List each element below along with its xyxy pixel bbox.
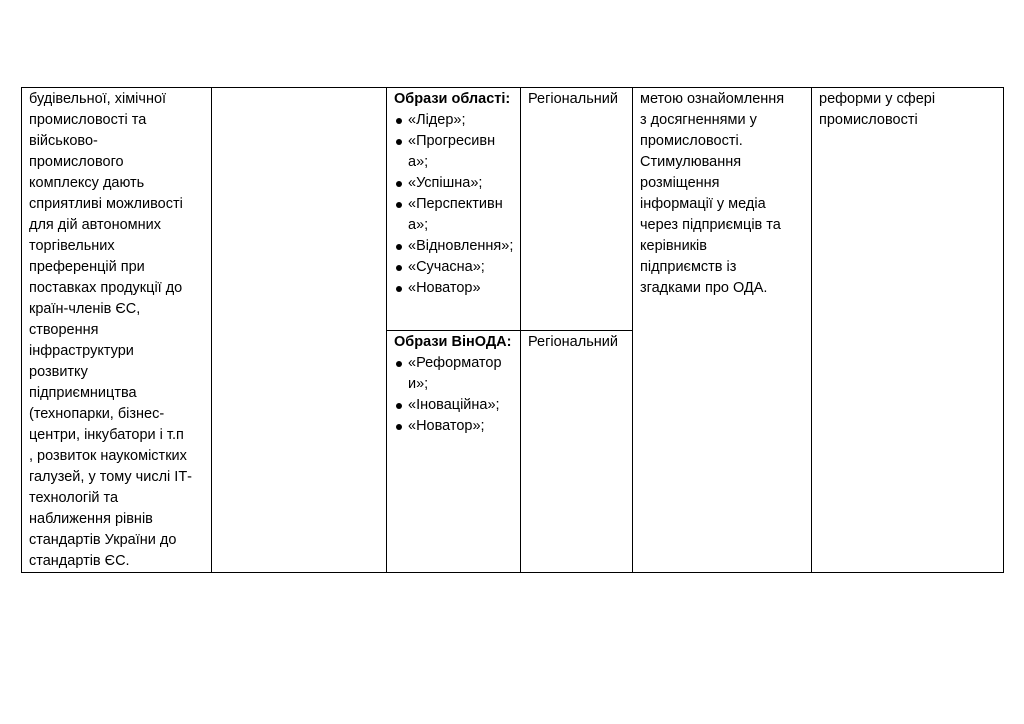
cell-measures — [633, 88, 812, 573]
cell-oda-images — [387, 331, 521, 573]
region-images-list — [394, 110, 514, 299]
cell-description — [22, 88, 212, 573]
text-line: згадками про ОДА. — [640, 280, 768, 296]
text-line: інформації у медіа — [640, 196, 766, 212]
region-images-heading: Образи області: — [394, 91, 511, 107]
measures-text — [640, 89, 805, 299]
text-line: країн-членів ЄС, — [29, 301, 141, 317]
region-level-text: Регіональний — [528, 91, 618, 107]
list-item: «Перспективна»; — [394, 194, 514, 236]
text-line: метою ознайомлення — [640, 91, 785, 107]
cell-region-level — [521, 88, 633, 331]
cell-result — [812, 88, 1004, 573]
text-line: преференцій при — [29, 259, 145, 275]
text-line: інфраструктури — [29, 343, 134, 359]
table-row — [22, 88, 1004, 331]
oda-images-list — [394, 353, 514, 437]
list-item: «Сучасна»; — [394, 257, 514, 278]
text-line: галузей, у тому числі ІТ- — [29, 469, 193, 485]
text-line: через підприємців та — [640, 217, 781, 233]
oda-level-text: Регіональний — [528, 334, 618, 350]
text-line: наближення рівнів — [29, 511, 153, 527]
text-line: промисловості. — [640, 133, 743, 149]
description-text — [29, 89, 205, 572]
list-item: «Реформатори»; — [394, 353, 514, 395]
text-line: (технопарки, бізнес- — [29, 406, 165, 422]
text-line: поставках продукції до — [29, 280, 183, 296]
text-line: комплексу дають — [29, 175, 145, 191]
text-line: стандартів ЄС. — [29, 553, 130, 569]
text-line: промислового — [29, 154, 124, 170]
text-line: , розвиток наукомістких — [29, 448, 187, 464]
text-line: промисловості — [819, 112, 918, 128]
text-line: підприємництва — [29, 385, 137, 401]
list-item: «Успішна»; — [394, 173, 514, 194]
cell-empty — [212, 88, 387, 573]
list-item: «Новатор» — [394, 278, 514, 299]
text-line: з досягненнями у — [640, 112, 757, 128]
cell-oda-level — [521, 331, 633, 573]
oda-images-heading: Образи ВінОДА: — [394, 334, 512, 350]
text-line: сприятливі можливості — [29, 196, 183, 212]
list-item: «Іноваційна»; — [394, 395, 514, 416]
text-line: для дій автономних — [29, 217, 162, 233]
text-line: центри, інкубатори і т.п — [29, 427, 184, 443]
text-line: технологій та — [29, 490, 119, 506]
text-line: створення — [29, 322, 99, 338]
text-line: промисловості та — [29, 112, 147, 128]
text-line: розміщення — [640, 175, 720, 191]
text-line: будівельної, хімічної — [29, 91, 167, 107]
text-line: підприємств із — [640, 259, 737, 275]
list-item: «Лідер»; — [394, 110, 514, 131]
list-item: «Відновлення»; — [394, 236, 514, 257]
text-line: військово- — [29, 133, 98, 149]
document-table — [21, 87, 1004, 573]
text-line: реформи у сфері — [819, 91, 936, 107]
text-line: розвитку — [29, 364, 88, 380]
text-line: торгівельних — [29, 238, 115, 254]
result-text — [819, 89, 997, 131]
text-line: Стимулювання — [640, 154, 742, 170]
text-line: стандартів України до — [29, 532, 177, 548]
list-item: «Прогресивна»; — [394, 131, 514, 173]
list-item: «Новатор»; — [394, 416, 514, 437]
text-line: керівників — [640, 238, 707, 254]
cell-region-images — [387, 88, 521, 331]
